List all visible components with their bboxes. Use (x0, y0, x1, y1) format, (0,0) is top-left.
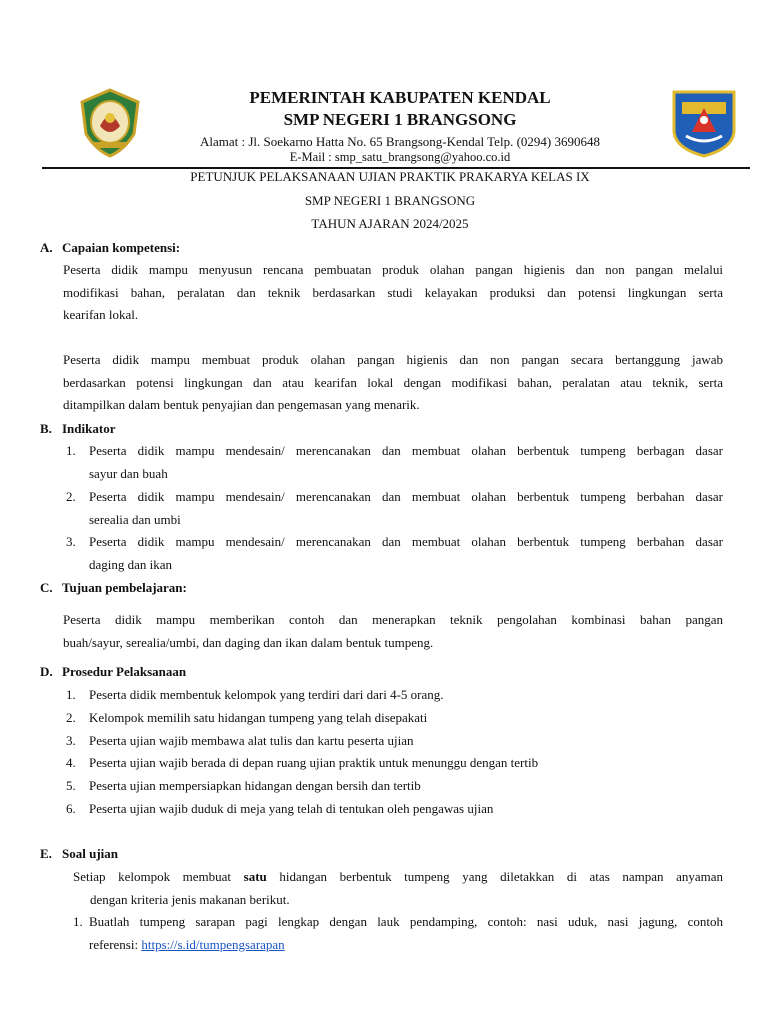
list-text-line: Peserta didik mampu mendesain/ merencanakan dan membuat olahan berbentuk tumpeng berbahan dasar (89, 489, 723, 504)
list-text: Peserta ujian mempersiapkan hidangan dengan bersih dan tertib (89, 778, 421, 793)
section-title: Tujuan pembelajaran: (62, 580, 187, 595)
intro-text: hidangan berbentuk tumpeng yang diletakkan di atas nampan anyaman (279, 869, 723, 884)
list-item (63, 911, 723, 957)
list-item (63, 798, 723, 821)
section-title: Prosedur Pelaksanaan (62, 664, 187, 679)
document-title: PETUNJUK PELAKSANAAN UJIAN PRAKTIK PRAKARYA KELAS IX (190, 169, 590, 184)
reference-label: referensi: (89, 936, 139, 952)
list-number: 3. (66, 733, 76, 748)
letterhead-email: E-Mail : smp_satu_brangsong@yahoo.co.id (289, 150, 511, 164)
list-text-line: sayur dan buah (89, 465, 168, 481)
section-title: Indikator (62, 421, 116, 436)
section-e-intro (73, 866, 723, 911)
list-number: 1. (66, 687, 76, 702)
list-text: Peserta ujian wajib duduk di meja yang telah di tentukan oleh pengawas ujian (89, 801, 494, 816)
list-text: Peserta didik membentuk kelompok yang terdiri dari dari 4-5 orang. (89, 687, 444, 702)
list-number: 3. (66, 534, 76, 549)
intro-emphasis: satu (243, 869, 267, 884)
list-item (63, 440, 723, 486)
list-item (63, 684, 723, 707)
list-item (63, 730, 723, 753)
list-number: 2. (66, 489, 76, 504)
list-item (63, 707, 723, 730)
paragraph-line: buah/sayur, serealia/umbi, dan daging dan ikan dalam bentuk tumpeng. (63, 634, 434, 650)
section-e-heading (40, 846, 118, 862)
section-a-heading (40, 240, 180, 256)
list-item (63, 531, 723, 577)
section-a-paragraph-1 (63, 259, 723, 327)
school-emblem-icon (668, 86, 740, 158)
reference-link[interactable]: https://s.id/tumpengsarapan (141, 936, 285, 952)
section-a-paragraph-2 (63, 349, 723, 417)
section-c-heading (40, 580, 187, 596)
list-text-line: serealia dan umbi (89, 511, 181, 527)
letterhead-school-name: SMP NEGERI 1 BRANGSONG (283, 110, 517, 129)
paragraph-line: Peserta didik mampu menyusun rencana pembuatan produk olahan pangan higienis dan non pangan melalui (63, 262, 723, 277)
list-number: 1. (73, 914, 83, 929)
list-text-line: daging dan ikan (89, 556, 173, 572)
list-item (63, 775, 723, 798)
list-text: Kelompok memilih satu hidangan tumpeng yang telah disepakati (89, 710, 428, 725)
list-number: 6. (66, 801, 76, 816)
section-letter: D. (40, 664, 53, 679)
section-d-heading (40, 664, 186, 680)
list-text: Peserta ujian wajib membawa alat tulis dan kartu peserta ujian (89, 733, 414, 748)
letterhead-government: PEMERINTAH KABUPATEN KENDAL (249, 88, 551, 107)
list-text-line: Peserta didik mampu mendesain/ merencanakan dan membuat olahan berbentuk tumpeng berbahan dasar (89, 534, 723, 549)
list-number: 2. (66, 710, 76, 725)
list-item (63, 486, 723, 532)
paragraph-line: dengan kriteria jenis makanan berikut. (90, 891, 290, 907)
list-item (63, 752, 723, 775)
list-number: 5. (66, 778, 76, 793)
section-title: Capaian kompetensi: (62, 240, 181, 255)
section-title: Soal ujian (62, 846, 118, 861)
list-text-line: Buatlah tumpeng sarapan pagi lengkap dengan lauk pendamping, contoh: nasi uduk, nasi jagung, contoh (89, 914, 723, 929)
intro-text: Setiap kelompok membuat (73, 869, 232, 884)
section-letter: E. (40, 846, 52, 861)
document-subtitle-school: SMP NEGERI 1 BRANGSONG (304, 193, 476, 208)
kendal-regency-emblem-icon (74, 86, 146, 158)
paragraph-line (73, 866, 723, 889)
section-letter: A. (40, 240, 53, 255)
section-c-paragraph (63, 609, 723, 654)
paragraph-line: berdasarkan potensi lingkungan dan atau kearifan lokal dengan modifikasi bahan, peralatan atau teknik, serta (63, 374, 723, 390)
section-letter: B. (40, 421, 52, 436)
paragraph-line: Peserta didik mampu memberikan contoh dan menerapkan teknik pengolahan kombinasi bahan pangan (63, 612, 723, 627)
letterhead-address: Alamat : Jl. Soekarno Hatta No. 65 Brangsong-Kendal Telp. (0294) 3690648 (200, 134, 600, 149)
section-b-heading (40, 421, 115, 437)
paragraph-line: modifikasi bahan, peralatan dan teknik berdasarkan studi kelayakan produksi dan potensi lingkungan serta (63, 284, 723, 300)
document-subtitle-year: TAHUN AJARAN 2024/2025 (311, 216, 469, 231)
list-text: Peserta ujian wajib berada di depan ruang ujian praktik untuk menunggu dengan tertib (89, 755, 539, 770)
paragraph-line: ditampilkan dalam bentuk penyajian dan pengemasan yang menarik. (63, 397, 420, 412)
list-number: 1. (66, 443, 76, 458)
list-text-line: Peserta didik mampu mendesain/ merencanakan dan membuat olahan berbentuk tumpeng berbagan dasar (89, 443, 723, 458)
paragraph-line: Peserta didik mampu membuat produk olahan pangan higienis dan non pangan secara bertanggung jawab (63, 352, 723, 367)
section-letter: C. (40, 580, 53, 595)
list-text-line (89, 934, 723, 957)
list-number: 4. (66, 755, 76, 770)
paragraph-line: kearifan lokal. (63, 307, 139, 322)
